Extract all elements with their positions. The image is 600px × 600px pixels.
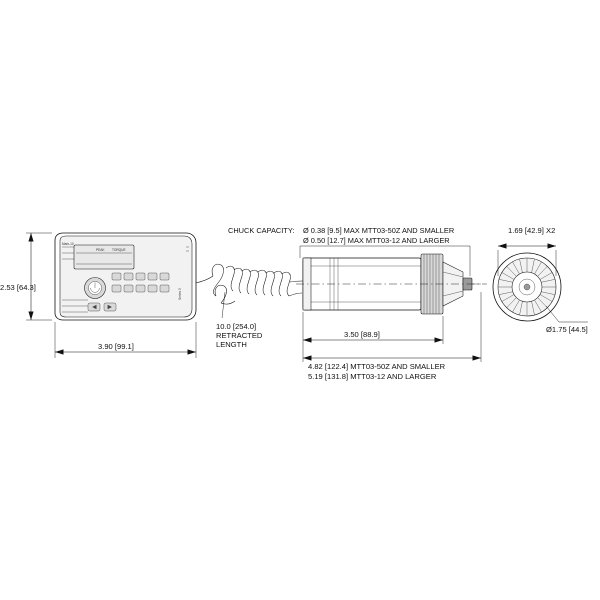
display-label-peak: PEAK xyxy=(96,248,105,252)
dimension-label-endwidth: 1.69 [42.9] X2 xyxy=(508,226,556,235)
cable-length-line1: 10.0 [254.0] xyxy=(216,322,257,331)
overall-length-line2: 5.19 [131.8] MTT03-12 AND LARGER xyxy=(308,372,437,381)
coiled-cable xyxy=(196,264,303,304)
overall-length-line1: 4.82 [122.4] MTT03-50Z AND SMALLER xyxy=(308,362,446,371)
end-view xyxy=(493,253,588,322)
dimension-controller-height xyxy=(0,233,52,320)
dimension-end-view-diameter xyxy=(546,325,588,334)
dimension-label-height: 2.53 [64.3] xyxy=(0,283,36,292)
dimension-label-diameter: Ø1.75 [44.5] xyxy=(546,325,588,334)
dimension-label-body: 3.50 [88.9] xyxy=(344,330,380,339)
dimension-controller-width xyxy=(55,322,196,358)
brand-label: Mark-10 xyxy=(62,242,74,246)
display-label-torque: TORQUE xyxy=(112,248,126,252)
dimension-label-width: 3.90 [99.1] xyxy=(98,342,134,351)
dimension-body-length xyxy=(303,312,443,344)
tool-body xyxy=(296,254,487,314)
chuck-capacity-line2: Ø 0.50 [12.7] MAX MTT03-12 AND LARGER xyxy=(303,236,450,245)
controller-body xyxy=(55,233,196,320)
chuck-capacity-label: CHUCK CAPACITY: xyxy=(228,226,295,235)
cable-length-line3: LENGTH xyxy=(216,340,247,349)
chuck-capacity-line1: Ø 0.38 [9.5] MAX MTT03-50Z AND SMALLER xyxy=(303,226,455,235)
cable-length-line2: RETRACTED xyxy=(216,331,263,340)
series-label: Series 3 xyxy=(178,288,182,300)
